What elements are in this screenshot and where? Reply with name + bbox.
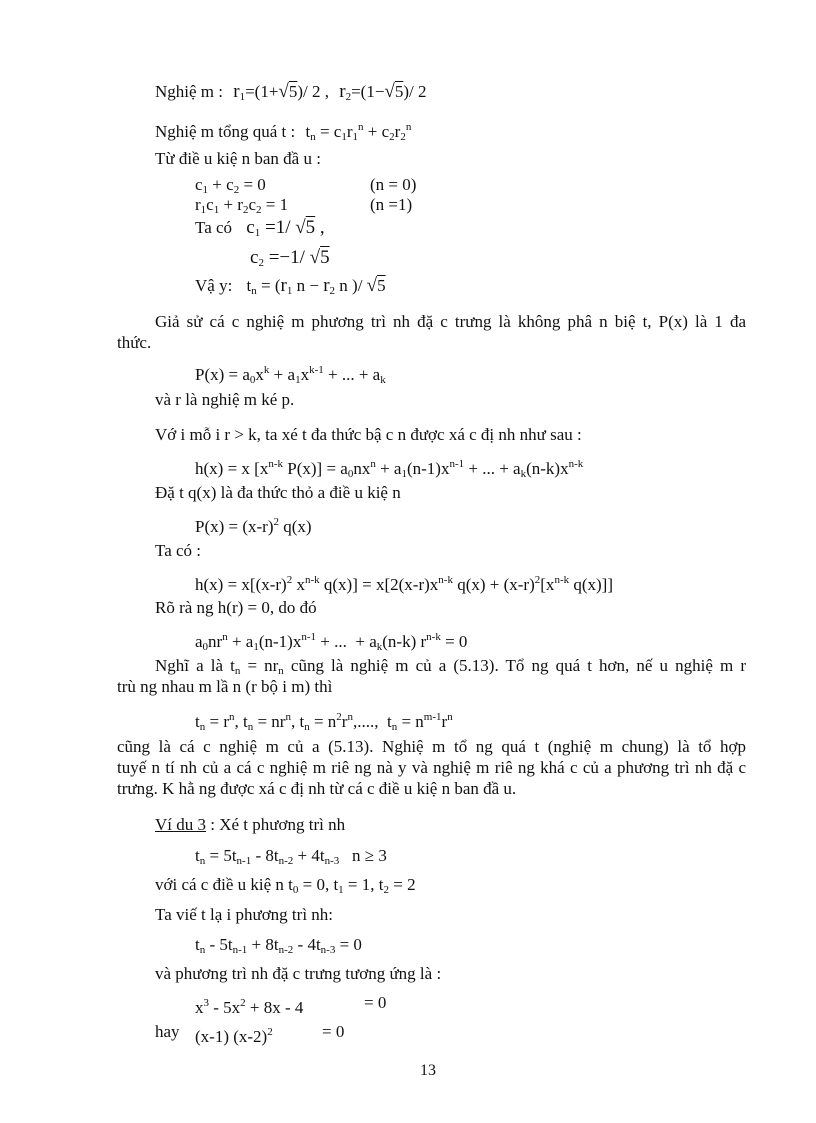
r2-symbol: r (339, 81, 346, 102)
general-solution-label: Nghiệ m tổng quá t : (155, 122, 296, 141)
closed-form: $t_n = (r_1$ $n - r_2$ n )/ √5 (246, 275, 386, 297)
recurrence-formula: $t_n = 5t_{n-1} - 8t_{n-2} + 4t_{n-3}$ n ≥ 3 (195, 846, 387, 867)
sqrt-arg: 5 (288, 82, 298, 101)
sum-formula: $a_0nr^n + a_1(n-1)x^{n-1}$ + ... + $a_k(n-k) r^{n-k} = 0$ (195, 631, 468, 653)
r1-tail: )/ 2 , (297, 82, 329, 101)
example-3-text: : Xé t phương trì nh (210, 815, 346, 834)
factored-formula: (x-1) $(x-2)^2$ (195, 1026, 273, 1046)
sqrt-icon: √ (278, 81, 289, 102)
clearly-line: Rõ rà ng h(r) = 0, do đó (155, 598, 317, 617)
double-root-line: và r là nghiệ m ké p. (155, 390, 295, 409)
initial-conditions-intro: Từ điề u kiệ n ban đầ u : (155, 149, 321, 168)
also-line2: tuyế n tí nh củ a cá c nghiệ m riê ng nà y và nghiệ m riê ng khá c củ a phương trì nh đặ c (117, 758, 746, 777)
example-3-line (155, 815, 345, 835)
also-line3: trưng. K hằ ng được xá c đị nh từ cá c điề u kiệ n ban đầ u. (117, 779, 517, 798)
sqrt-arg: 5 (394, 82, 404, 101)
page-number: 13 (420, 1062, 436, 1079)
c2-formula: $c_2 =-1/$ √5 (250, 247, 330, 269)
general-solution-formula: $t_n = c_1r_1^n + c_2r_2^n$ (305, 121, 412, 143)
h-derivative-formula: $h(x) = x[(x-r)^2$ $x^{n-k}$ $q(x)] = x[2(x-r)x^{n-k}$ $q(x) + (x-r)^2[x^{n-k}$ q(x)]] (195, 574, 614, 594)
tn-list-formula: $t_n = r^n$, $t_n = nr^n$, $t_n = n^2r^n$,...., $t_n = n^{m-1}r^n$ (195, 711, 453, 733)
for-each-r-line: Vớ i mỗ i r > k, ta xé t đa thức bậ c n được xá c đị nh như sau : (155, 425, 582, 444)
equation-2: $r_1c_1 + r_2c_2 = 1$ (195, 195, 289, 216)
therefore-label: Vậ y: (195, 276, 233, 295)
example-3-label: Ví du 3 (155, 815, 206, 834)
r1-symbol: r (233, 81, 240, 102)
polynomial-formula: $P(x) = a_0x^k + a_1x^{k-1}$ + ... + $a_k$ (195, 364, 386, 386)
hay-label: hay (155, 1022, 180, 1041)
cubic-rhs: = 0 (364, 993, 387, 1012)
roots-label: Nghiệ m : (155, 82, 223, 101)
p-q-formula: $P(x) = (x-r)^2$ q(x) (195, 516, 312, 536)
h-formula: h(x) = x [$x^{n-k}$ $P(x)] = a_0nx^n + a_1(n-1)x^{n-1}$ + ... + $a_k(n-k)x^{n-k}$ (195, 458, 584, 480)
rewrite-line: Ta viế t lạ i phương trì nh: (155, 905, 334, 924)
c1-formula: $c_1 =1/$ √5 , (246, 217, 325, 239)
r2-expr: =(1− (351, 82, 385, 101)
meaning-line1: Nghĩ a là $t_n = nr_n$ cũng là nghiệ m củ a (5.13). Tổ ng quá t hơn, nế u nghiệ m r (155, 656, 746, 677)
define-q-line: Đặ t q(x) là đa thức thỏ a điề u kiệ n (155, 483, 401, 502)
paragraph-assume-line2: thức. (117, 333, 152, 352)
r1-subscript: 1 (239, 91, 246, 103)
paragraph-assume-line1: Giả sử cá c nghiệ m phương trì nh đặ c trưng là không phâ n biệ t, P(x) là 1 đa (155, 312, 746, 331)
equation-2-condition: (n =1) (370, 195, 413, 214)
therefore-line (195, 276, 386, 301)
factored-rhs: = 0 (322, 1022, 345, 1041)
equation-1-condition: (n = 0) (370, 175, 417, 194)
equation-1: $c_1 + c_2 = 0$ (195, 175, 266, 196)
meaning-line2: trù ng nhau m lầ n (r bộ i m) thì (117, 677, 333, 696)
c1-line (195, 218, 325, 243)
r2-tail: )/ 2 (403, 82, 427, 101)
r2-subscript: 2 (345, 91, 352, 103)
taco-line: Ta có : (155, 541, 202, 560)
characteristic-intro: và phương trì nh đặ c trưng tương ứng là : (155, 964, 442, 983)
r1-expr: =(1+ (245, 82, 279, 101)
cubic-formula: $x^3 - 5x^2 + 8x - 4$ (195, 997, 304, 1017)
also-line1: cũng là cá c nghiệ m củ a (5.13). Nghiệ m tổ ng quá t (nghiệ m chung) là tổ hợp (117, 737, 746, 756)
homogeneous-formula: $t_n - 5t_{n-1} + 8t_{n-2} - 4t_{n-3} = 0$ (195, 935, 362, 956)
initial-values-line: với cá c điề u kiệ n $t_0 = 0$, $t_1 = 1$, $t_2 = 2$ (155, 875, 416, 896)
roots-line (155, 82, 427, 107)
general-solution-line (155, 117, 411, 147)
taco-label: Ta có (195, 218, 233, 237)
sqrt-icon: √ (384, 81, 395, 102)
